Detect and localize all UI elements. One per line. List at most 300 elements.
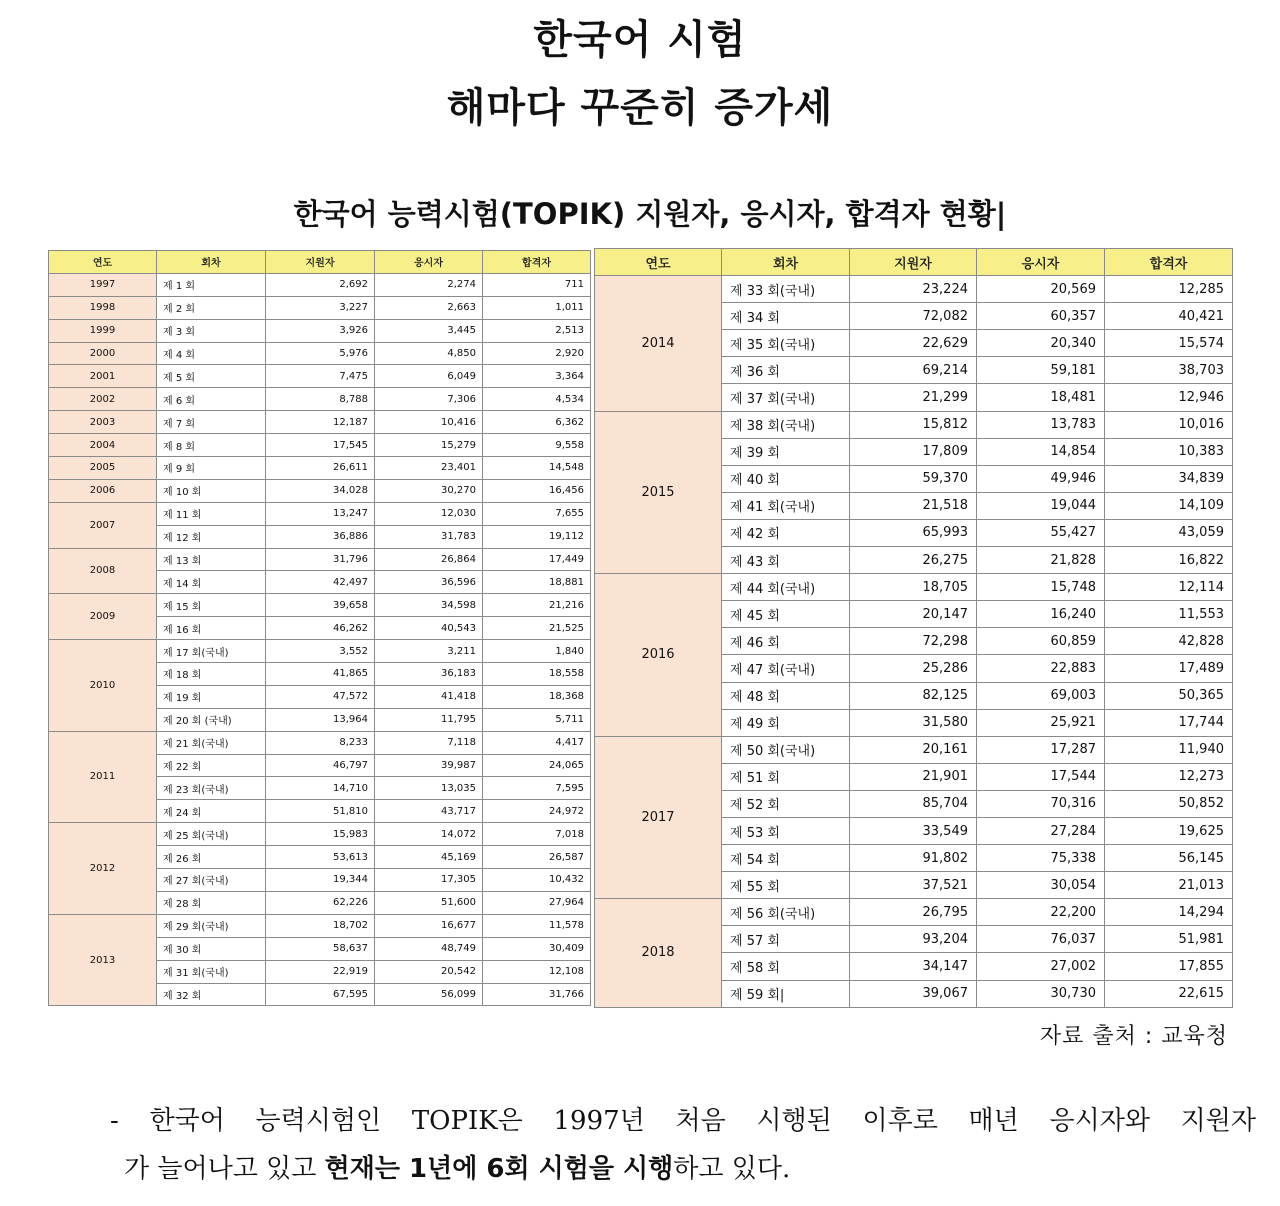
count-cell: 14,710 [266,777,375,800]
table-title: 한국어 능력시험(TOPIK) 지원자, 응시자, 합격자 현황| [293,197,1007,231]
round-cell: 제 36 회 [722,357,850,384]
table-row [49,342,591,365]
year-cell: 2001 [49,365,157,388]
count-cell: 4,417 [483,731,591,754]
count-cell: 72,298 [850,628,977,655]
count-cell: 7,595 [483,777,591,800]
count-cell: 4,850 [375,342,483,365]
count-cell: 6,049 [375,365,483,388]
year-cell: 2011 [49,731,157,823]
count-cell: 12,114 [1105,574,1233,601]
round-cell: 제 33 회(국내) [722,276,850,303]
count-cell: 20,542 [375,960,483,983]
count-cell: 17,809 [850,438,977,465]
round-cell: 제 3 회 [157,319,266,342]
column-header: 지원자 [850,249,977,276]
round-cell: 제 2 회 [157,296,266,319]
round-cell: 제 52 회 [722,790,850,817]
round-cell: 제 7 회 [157,411,266,434]
table-row [49,640,591,663]
count-cell: 7,306 [375,388,483,411]
round-cell: 제 50 회(국내) [722,736,850,763]
count-cell: 14,109 [1105,492,1233,519]
count-cell: 58,637 [266,937,375,960]
count-cell: 26,864 [375,548,483,571]
round-cell: 제 46 회 [722,628,850,655]
count-cell: 2,274 [375,273,483,296]
round-cell: 제 13 회 [157,548,266,571]
count-cell: 22,200 [977,899,1105,926]
count-cell: 42,828 [1105,628,1233,655]
count-cell: 6,362 [483,411,591,434]
count-cell: 25,286 [850,655,977,682]
round-cell: 제 18 회 [157,663,266,686]
round-cell: 제 24 회 [157,800,266,823]
count-cell: 56,145 [1105,845,1233,872]
count-cell: 21,518 [850,492,977,519]
table-row [595,574,1233,601]
count-cell: 39,658 [266,594,375,617]
year-cell: 2006 [49,479,157,502]
year-cell: 2018 [595,899,722,1007]
count-cell: 21,216 [483,594,591,617]
count-cell: 33,549 [850,817,977,844]
round-cell: 제 38 회(국내) [722,411,850,438]
count-cell: 47,572 [266,685,375,708]
count-cell: 18,558 [483,663,591,686]
count-cell: 93,204 [850,926,977,953]
count-cell: 23,224 [850,276,977,303]
count-cell: 17,545 [266,434,375,457]
round-cell: 제 27 회(국내) [157,869,266,892]
count-cell: 53,613 [266,846,375,869]
count-cell: 3,211 [375,640,483,663]
count-cell: 11,578 [483,914,591,937]
count-cell: 8,233 [266,731,375,754]
count-cell: 26,611 [266,457,375,480]
count-cell: 34,028 [266,479,375,502]
count-cell: 42,497 [266,571,375,594]
year-cell: 2005 [49,457,157,480]
table-row [49,731,591,754]
count-cell: 76,037 [977,926,1105,953]
count-cell: 59,181 [977,357,1105,384]
round-cell: 제 41 회(국내) [722,492,850,519]
round-cell: 제 43 회 [722,547,850,574]
count-cell: 12,187 [266,411,375,434]
count-cell: 16,456 [483,479,591,502]
count-cell: 19,625 [1105,817,1233,844]
count-cell: 25,921 [977,709,1105,736]
count-cell: 43,717 [375,800,483,823]
year-cell: 1999 [49,319,157,342]
count-cell: 18,481 [977,384,1105,411]
count-cell: 19,344 [266,869,375,892]
count-cell: 14,294 [1105,899,1233,926]
count-cell: 24,065 [483,754,591,777]
round-cell: 제 54 회 [722,845,850,872]
count-cell: 27,002 [977,953,1105,980]
count-cell: 16,822 [1105,547,1233,574]
count-cell: 67,595 [266,983,375,1006]
count-cell: 10,383 [1105,438,1233,465]
count-cell: 2,663 [375,296,483,319]
count-cell: 69,214 [850,357,977,384]
count-cell: 18,705 [850,574,977,601]
count-cell: 55,427 [977,519,1105,546]
round-cell: 제 17 회(국내) [157,640,266,663]
count-cell: 15,812 [850,411,977,438]
count-cell: 711 [483,273,591,296]
count-cell: 48,749 [375,937,483,960]
year-cell: 2008 [49,548,157,594]
count-cell: 9,558 [483,434,591,457]
count-cell: 5,976 [266,342,375,365]
count-cell: 41,418 [375,685,483,708]
count-cell: 17,305 [375,869,483,892]
year-cell: 2007 [49,502,157,548]
count-cell: 41,865 [266,663,375,686]
round-cell: 제 34 회 [722,303,850,330]
count-cell: 85,704 [850,790,977,817]
column-header: 연도 [595,249,722,276]
count-cell: 10,016 [1105,411,1233,438]
table-row [49,823,591,846]
count-cell: 17,744 [1105,709,1233,736]
count-cell: 21,901 [850,763,977,790]
round-cell: 제 39 회 [722,438,850,465]
round-cell: 제 6 회 [157,388,266,411]
count-cell: 21,525 [483,617,591,640]
count-cell: 13,035 [375,777,483,800]
round-cell: 제 23 회(국내) [157,777,266,800]
count-cell: 17,855 [1105,953,1233,980]
count-cell: 60,357 [977,303,1105,330]
round-cell: 제 29 회(국내) [157,914,266,937]
count-cell: 12,108 [483,960,591,983]
round-cell: 제 51 회 [722,763,850,790]
count-cell: 2,513 [483,319,591,342]
count-cell: 36,886 [266,525,375,548]
count-cell: 12,285 [1105,276,1233,303]
count-cell: 23,401 [375,457,483,480]
round-cell: 제 40 회 [722,465,850,492]
count-cell: 40,543 [375,617,483,640]
table-row [49,502,591,525]
count-cell: 11,940 [1105,736,1233,763]
count-cell: 18,368 [483,685,591,708]
count-cell: 46,262 [266,617,375,640]
count-cell: 31,766 [483,983,591,1006]
count-cell: 30,270 [375,479,483,502]
round-cell: 제 21 회(국내) [157,731,266,754]
count-cell: 11,553 [1105,601,1233,628]
count-cell: 65,993 [850,519,977,546]
count-cell: 31,580 [850,709,977,736]
count-cell: 31,783 [375,525,483,548]
main-title-line1: 한국어 시험 [533,17,747,63]
count-cell: 50,852 [1105,790,1233,817]
table-row [49,296,591,319]
count-cell: 12,273 [1105,763,1233,790]
count-cell: 34,147 [850,953,977,980]
year-cell: 2009 [49,594,157,640]
count-cell: 17,489 [1105,655,1233,682]
count-cell: 75,338 [977,845,1105,872]
year-cell: 2004 [49,434,157,457]
table-row [595,899,1233,926]
count-cell: 14,548 [483,457,591,480]
count-cell: 20,147 [850,601,977,628]
round-cell: 제 4 회 [157,342,266,365]
count-cell: 43,059 [1105,519,1233,546]
round-cell: 제 30 회 [157,937,266,960]
count-cell: 82,125 [850,682,977,709]
count-cell: 37,521 [850,872,977,899]
description-line1: - 한국어 능력시험인 TOPIK은 1997년 처음 시행된 이후로 매년 응시자와 지원자 [110,1106,1256,1136]
round-cell: 제 59 회| [722,980,850,1007]
count-cell: 51,600 [375,891,483,914]
description-text: 하고 있다. [673,1154,791,1184]
table-row [49,457,591,480]
count-cell: 5,711 [483,708,591,731]
year-cell: 2015 [595,411,722,574]
count-cell: 51,810 [266,800,375,823]
count-cell: 46,797 [266,754,375,777]
count-cell: 15,983 [266,823,375,846]
count-cell: 13,247 [266,502,375,525]
count-cell: 3,926 [266,319,375,342]
table-row [595,411,1233,438]
year-cell: 1998 [49,296,157,319]
count-cell: 15,279 [375,434,483,457]
column-header: 회차 [722,249,850,276]
round-cell: 제 37 회(국내) [722,384,850,411]
round-cell: 제 11 회 [157,502,266,525]
source-note: 자료 출처 : 교육청 [1039,1024,1228,1049]
column-header: 합격자 [483,251,591,274]
year-cell: 2014 [595,276,722,411]
count-cell: 20,161 [850,736,977,763]
count-cell: 3,364 [483,365,591,388]
count-cell: 16,677 [375,914,483,937]
table-row [49,319,591,342]
topik-table-right [594,248,1233,1008]
round-cell: 제 47 회(국내) [722,655,850,682]
round-cell: 제 14 회 [157,571,266,594]
count-cell: 59,370 [850,465,977,492]
round-cell: 제 35 회(국내) [722,330,850,357]
count-cell: 22,919 [266,960,375,983]
count-cell: 49,946 [977,465,1105,492]
count-cell: 20,340 [977,330,1105,357]
count-cell: 39,987 [375,754,483,777]
count-cell: 70,316 [977,790,1105,817]
round-cell: 제 56 회(국내) [722,899,850,926]
round-cell: 제 58 회 [722,953,850,980]
count-cell: 26,795 [850,899,977,926]
count-cell: 34,598 [375,594,483,617]
count-cell: 7,475 [266,365,375,388]
count-cell: 69,003 [977,682,1105,709]
round-cell: 제 12 회 [157,525,266,548]
table-row [49,548,591,571]
count-cell: 14,854 [977,438,1105,465]
count-cell: 72,082 [850,303,977,330]
count-cell: 22,883 [977,655,1105,682]
count-cell: 91,802 [850,845,977,872]
column-header: 응시자 [977,249,1105,276]
round-cell: 제 5 회 [157,365,266,388]
column-header: 응시자 [375,251,483,274]
round-cell: 제 15 회 [157,594,266,617]
count-cell: 39,067 [850,980,977,1007]
round-cell: 제 53 회 [722,817,850,844]
count-cell: 30,409 [483,937,591,960]
round-cell: 제 57 회 [722,926,850,953]
count-cell: 15,574 [1105,330,1233,357]
round-cell: 제 28 회 [157,891,266,914]
table-row [595,276,1233,303]
count-cell: 18,881 [483,571,591,594]
year-cell: 2002 [49,388,157,411]
count-cell: 16,240 [977,601,1105,628]
count-cell: 19,112 [483,525,591,548]
count-cell: 7,118 [375,731,483,754]
count-cell: 51,981 [1105,926,1233,953]
count-cell: 27,284 [977,817,1105,844]
count-cell: 22,615 [1105,980,1233,1007]
round-cell: 제 25 회(국내) [157,823,266,846]
column-header: 연도 [49,251,157,274]
count-cell: 13,783 [977,411,1105,438]
count-cell: 36,596 [375,571,483,594]
round-cell: 제 44 회(국내) [722,574,850,601]
round-cell: 제 20 회 (국내) [157,708,266,731]
table-row [49,388,591,411]
column-header: 지원자 [266,251,375,274]
year-cell: 2016 [595,574,722,737]
count-cell: 21,828 [977,547,1105,574]
count-cell: 40,421 [1105,303,1233,330]
round-cell: 제 32 회 [157,983,266,1006]
count-cell: 31,796 [266,548,375,571]
table-row [49,434,591,457]
count-cell: 22,629 [850,330,977,357]
year-cell: 2000 [49,342,157,365]
round-cell: 제 9 회 [157,457,266,480]
table-row [49,365,591,388]
round-cell: 제 19 회 [157,685,266,708]
round-cell: 제 22 회 [157,754,266,777]
count-cell: 19,044 [977,492,1105,519]
count-cell: 30,054 [977,872,1105,899]
count-cell: 17,287 [977,736,1105,763]
count-cell: 2,920 [483,342,591,365]
round-cell: 제 26 회 [157,846,266,869]
year-cell: 1997 [49,273,157,296]
year-cell: 2013 [49,914,157,1006]
count-cell: 11,795 [375,708,483,731]
round-cell: 제 16 회 [157,617,266,640]
round-cell: 제 55 회 [722,872,850,899]
table-header-row [49,251,591,274]
count-cell: 36,183 [375,663,483,686]
round-cell: 제 49 회 [722,709,850,736]
description-text: 가 늘어나고 있고 [124,1154,325,1184]
round-cell: 제 42 회 [722,519,850,546]
count-cell: 18,702 [266,914,375,937]
round-cell: 제 1 회 [157,273,266,296]
round-cell: 제 8 회 [157,434,266,457]
round-cell: 제 10 회 [157,479,266,502]
count-cell: 3,552 [266,640,375,663]
count-cell: 1,840 [483,640,591,663]
count-cell: 17,449 [483,548,591,571]
count-cell: 7,655 [483,502,591,525]
table-row [49,914,591,937]
count-cell: 14,072 [375,823,483,846]
count-cell: 17,544 [977,763,1105,790]
count-cell: 60,859 [977,628,1105,655]
count-cell: 4,534 [483,388,591,411]
count-cell: 3,445 [375,319,483,342]
round-cell: 제 31 회(국내) [157,960,266,983]
round-cell: 제 48 회 [722,682,850,709]
table-row [595,736,1233,763]
column-header: 합격자 [1105,249,1233,276]
count-cell: 21,299 [850,384,977,411]
count-cell: 21,013 [1105,872,1233,899]
year-cell: 2003 [49,411,157,434]
count-cell: 50,365 [1105,682,1233,709]
count-cell: 30,730 [977,980,1105,1007]
count-cell: 56,099 [375,983,483,1006]
count-cell: 3,227 [266,296,375,319]
count-cell: 20,569 [977,276,1105,303]
column-header: 회차 [157,251,266,274]
description-line2 [124,1148,1224,1185]
count-cell: 24,972 [483,800,591,823]
count-cell: 1,011 [483,296,591,319]
count-cell: 2,692 [266,273,375,296]
count-cell: 12,030 [375,502,483,525]
count-cell: 13,964 [266,708,375,731]
count-cell: 62,226 [266,891,375,914]
year-cell: 2010 [49,640,157,732]
table-header-row [595,249,1233,276]
count-cell: 12,946 [1105,384,1233,411]
topik-table-left [48,250,591,1006]
count-cell: 38,703 [1105,357,1233,384]
table-row [49,411,591,434]
year-cell: 2012 [49,823,157,915]
count-cell: 10,432 [483,869,591,892]
count-cell: 8,788 [266,388,375,411]
count-cell: 15,748 [977,574,1105,601]
count-cell: 34,839 [1105,465,1233,492]
table-row [49,273,591,296]
description-highlight: 현재는 1년에 6회 시험을 시행 [324,1154,674,1184]
year-cell: 2017 [595,736,722,899]
count-cell: 45,169 [375,846,483,869]
main-title-line2: 해마다 꾸준히 증가세 [446,85,834,131]
count-cell: 10,416 [375,411,483,434]
count-cell: 7,018 [483,823,591,846]
count-cell: 26,275 [850,547,977,574]
round-cell: 제 45 회 [722,601,850,628]
table-row [49,479,591,502]
